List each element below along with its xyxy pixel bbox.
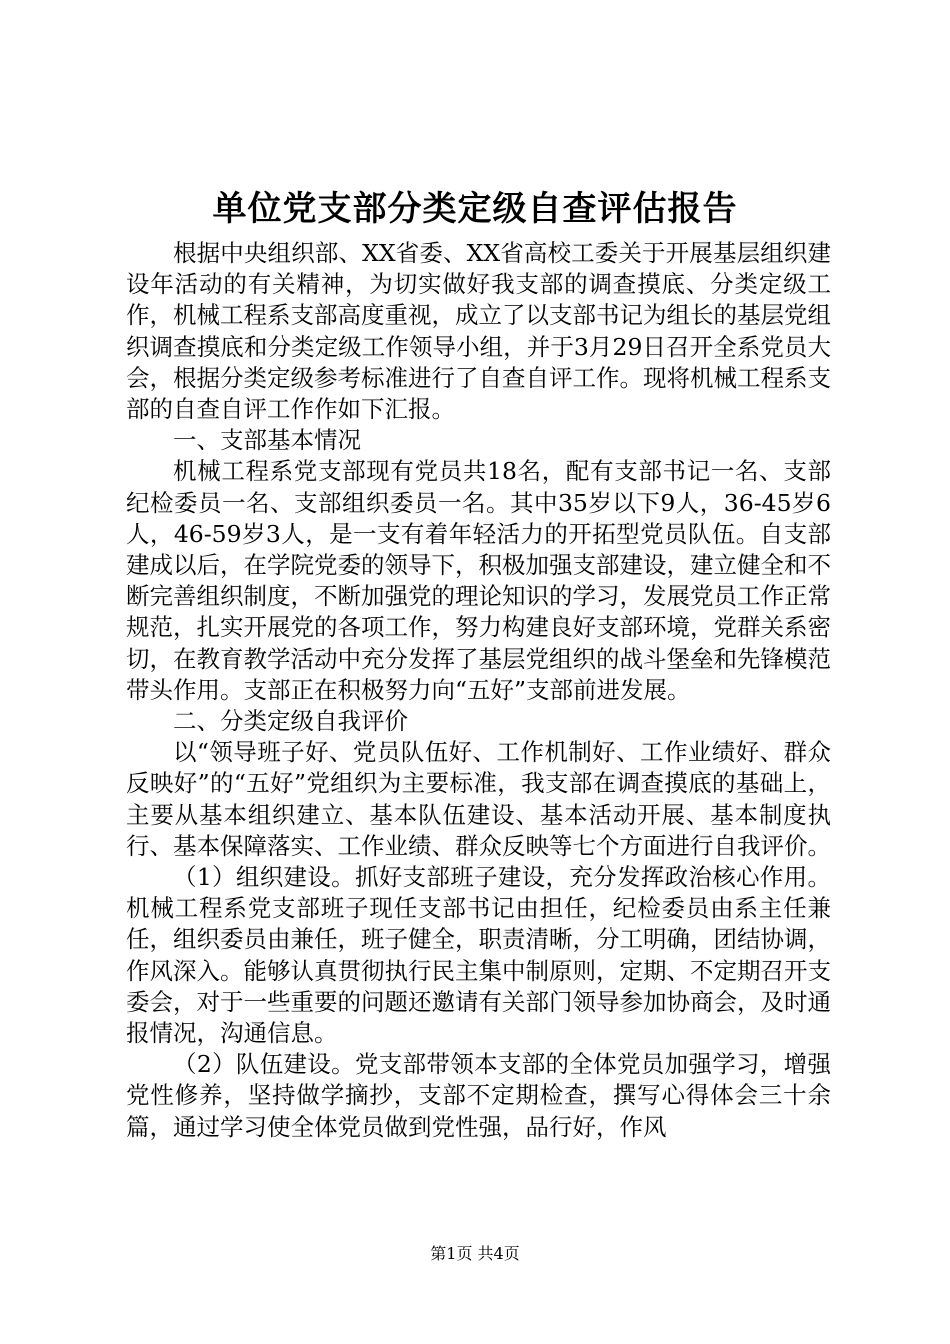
paragraph-self-evaluation: 以“领导班子好、党员队伍好、工作机制好、工作业绩好、群众反映好”的“五好”党组织为主要标准，我支部在调查摸底的基础上，主要从基本组织建立、基本队伍建设、基本活动开展、基本制度执行、基本保障落实、工作业绩、群众反映等七个方面进行自我评价。 — [126, 738, 831, 860]
paragraph-team: （2）队伍建设。党支部带领本支部的全体党员加强学习，增强党性修养，坚持做学摘抄，支部不定期检查，撰写心得体会三十余篇，通过学习使全体党员做到党性强，品行好，作风 — [126, 1050, 831, 1141]
page-footer: 第1页 共4页 — [430, 1244, 520, 1263]
document-body — [126, 238, 831, 1143]
heading-basic-info: 一、支部基本情况 — [173, 426, 361, 455]
heading-self-evaluation: 二、分类定级自我评价 — [173, 707, 408, 736]
paragraph-basic-info: 机械工程系党支部现有党员共18名，配有支部书记一名、支部纪检委员一名、支部组织委员一名。其中35岁以下9人，36-45岁6人，46-59岁3人，是一支有着年轻活力的开拓型党员队伍。自支部建成以后，在学院党委的领导下，积极加强支部建设，建立健全和不断完善组织制度，不断加强党的理论知识的学习，发展党员工作正常规范，扎实开展党的各项工作，努力构建良好支部环境，党群关系密切，在教育教学活动中充分发挥了基层党组织的战斗堡垒和先锋模范带头作用。支部正在积极努力向“五好”支部前进发展。 — [126, 457, 831, 704]
paragraph-organization: （1）组织建设。抓好支部班子建设，充分发挥政治核心作用。机械工程系党支部班子现任支部书记由担任，纪检委员由系主任兼任，组织委员由兼任，班子健全，职责清晰，分工明确，团结协调，作风深入。能够认真贯彻执行民主集中制原则，定期、不定期召开支委会，对于一些重要的问题还邀请有关部门领导参加协商会，及时通报情况，沟通信息。 — [126, 863, 831, 1048]
document-title: 单位党支部分类定级自查评估报告 — [212, 189, 738, 229]
paragraph-intro: 根据中央组织部、XX省委、XX省高校工委关于开展基层组织建设年活动的有关精神，为切实做好我支部的调查摸底、分类定级工作，机械工程系支部高度重视，成立了以支部书记为组长的基层党组织调查摸底和分类定级工作领导小组，并于3月29日召开全系党员大会，根据分类定级参考标准进行了自查自评工作。现将机械工程系支部的自查自评工作作如下汇报。 — [126, 239, 831, 424]
